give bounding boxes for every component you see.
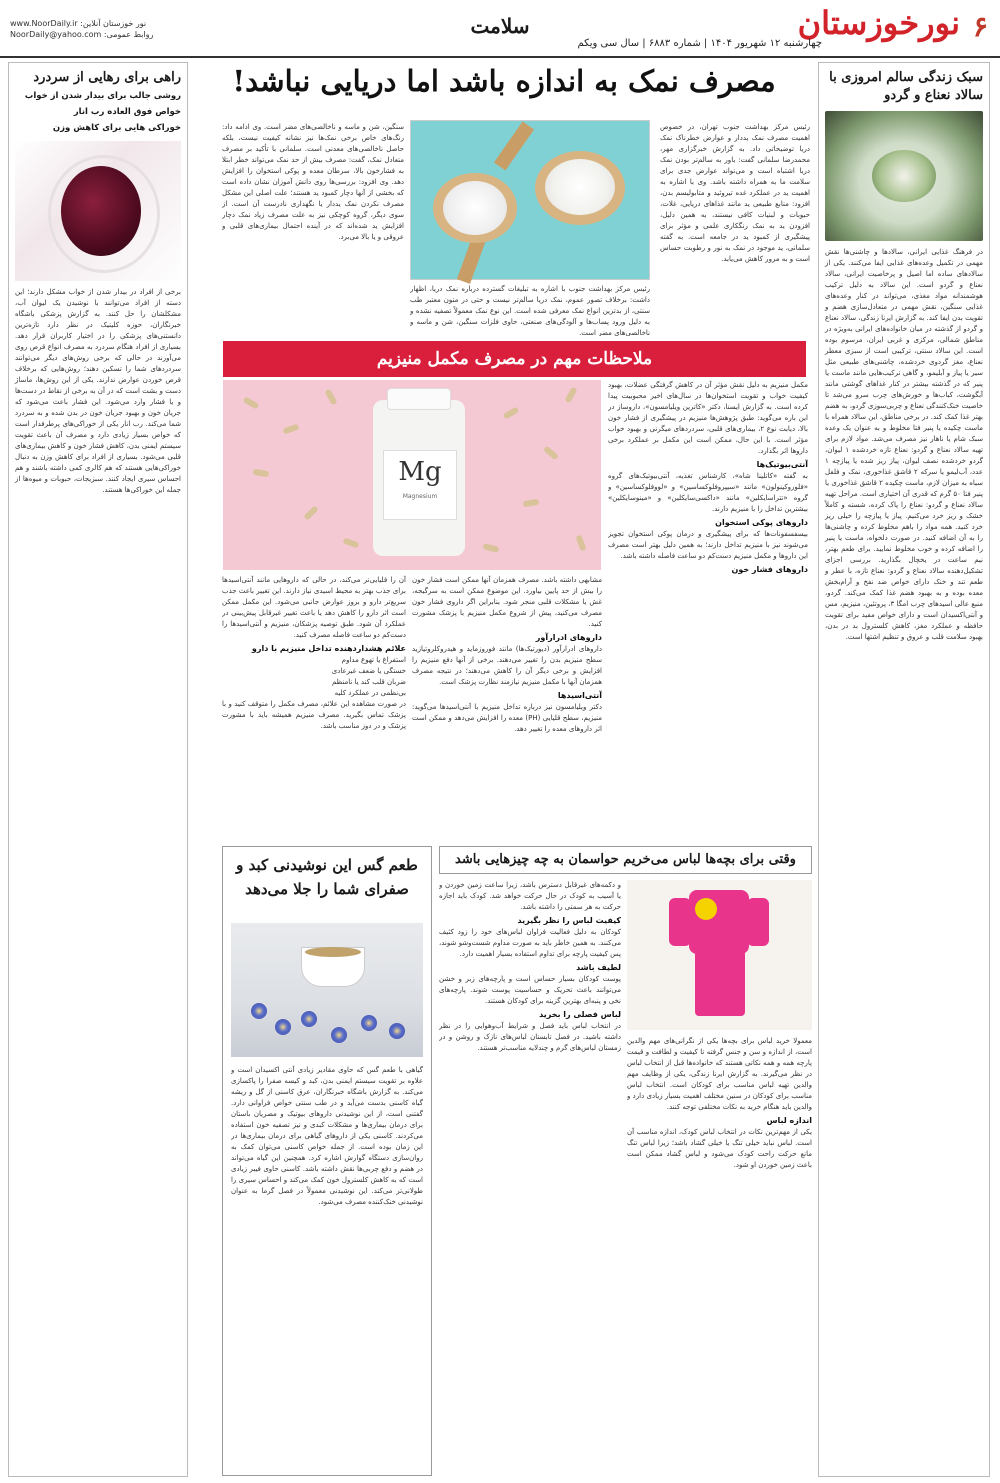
bottle-label: [383, 450, 457, 520]
pomegranate-paste-photo: [15, 141, 181, 281]
outfit-pants: [695, 950, 745, 1016]
pill: [543, 446, 559, 461]
salad-article: [818, 62, 990, 1477]
lead-wakeup: روشی جالب برای بیدار شدن از خواب: [24, 91, 181, 101]
warning-item: استفراغ یا تهوع مداوم: [341, 656, 406, 664]
chicory-flower: [301, 1011, 317, 1027]
subhead-antacids: آنتی‌اسیدها: [557, 691, 602, 700]
chicory-flower: [389, 1023, 405, 1039]
subhead-softness: لطیف باشد: [576, 963, 621, 972]
salad-body: در فرهنگ غذایی ایرانی، سالادها و چاشنی‌ها نقش مهمی در تکمیل وعده‌های غذایی ایفا می‌کنند. یکی از سالادهای ساده اما اصیل و پرخاصیت ایرانی، سالاد نعناع و گردو است. این سالاد به دلیل ترکیب هوشمندانه مواد مغذی، می‌تواند در کنار وعده‌های غذایی سنگین، نقش مهمی در متعادل‌سازی هضم و تقویت بدن ایفا کند. به گزارش ایرنا زندگی، سالاد نعناع و گردو از گذشته در میان خانواده‌های ایرانی به‌ویژه در مناطق شمالی، مرکزی و غربی ایران، مرسوم بوده است. این سالاد سنتی، ترکیبی است از سبزی معطر نعناع، مغز گردوی خردشده، چاشنی‌های طبیعی مثل سیر یا پیاز و آبلیمو، و گاهی ترکیب‌هایی مانند ماست یا پنیر که در گذشته بیشتر در کنار غذاهای گوشتی مانند آبگوشت، کباب‌ها و خورش‌های چرب سرو می‌شد تا خاصیت خنک‌کنندگی نعناع و چربی‌سوزی گردو، به هضم بهتر غذا کمک کند. در برخی مناطق، این سالاد همراه با ماست چکیده یا پنیر فتا مخلوط و به عنوان یک وعده سبک شام یا ناهار نیز مصرف می‌شد. مواد لازم برای تهیه سالاد نعناع و گردو: نعناع تازه خردشده ۱ لیوان، گردو خردشده نصف لیوان، پیاز ریز شده یا پیازچه ۱ عدد، آب‌لیمو یا سرکه ۲ قاشق غذاخوری، نمک و فلفل سیاه به میزان لازم، ماست چکیده ۲ قاشق غذاخوری یا پنیر فتا ۵۰ گرم که قدری آن اختیاری است. مراحل تهیه سالاد نعناع و گردو: نعناع را پاک کرده، شسته و کاملاً خشک و ریز خرد می‌کنیم. پیاز یا پیازچه را خیلی ریز خرد کنید. همه مواد را باهم مخلوط کرده و چاشنی‌ها را به آن اضافه کنید. در صورت دلخواه، ماست یا پنیر را اضافه کرده و خوب مخلوط نمایید. برای طعم بهتر، نیم ساعت در یخچال بگذارید. بررسی اجزای تشکیل‌دهنده سالاد نعناع و گردو: نعناع تازه، با عطر و طعم تند و خنک دارای خواص ضد نفخ و آرام‌بخش معده بوده و به بهبود هضم غذا کمک می‌کند. گردو، منبع عالی اسیدهای چرب امگا ۳، پروتئین، منیزیم، مس و آنتی‌اکسیدان است و دارای خواص مفید برای تقویت حافظه و عملکرد مغز، کاهش کلسترول بد در بدن، بهبود سلامت قلب و عروق و تنظیم اشتها است.: [825, 248, 984, 641]
chicory-article: [222, 846, 432, 1476]
chicory-body-text: گیاهی با طعم گس که حاوی مقادیر زیادی آنتی اکسیدان است و علاوه بر تقویت سیستم ایمنی بدن، کبد و کیسه صفرا را پاکسازی می‌کند. به گزارش باشگاه خبرنگاران، عرق کاسنی از گل و ریشه گیاه کاسنی بدست می‌آید و در طب سنتی خواص فراوانی دارد. گفتنی است، از این نوشیدنی داروهای بیوتیک و مصریان باستان برای درمان بیماری‌ها و مشکلات کبدی و نیز تصفیه خون استفاده می‌کردند. کاسنی یکی از داروهای گیاهی برای درمان بیماری‌ها در این زمان بوده است. از جمله خواص کاسنی می‌توان کمک به روان‌سازی دستگاه گوارش اشاره کرد. همچنین این گیاه می‌تواند در هضم و دفع چربی‌ها نقش داشته باشد. کاسنی حاوی فیبر زیادی است که به کاهش کلسترول خون کمک می‌کند و احساس سیری را طولانی‌تر می‌کند. این نوشیدنی معمولاً در فصل گرما به عنوان نوشیدنی خنک‌کننده مصرف می‌شود.: [231, 1066, 423, 1206]
quality-text: کودکان به دلیل فعالیت فراوان لباس‌های خود را زود کثیف می‌کنند. به همین خاطر باید به صورت مداوم شست‌وشو شوند، پس کیفیت پارچه برای تداوم استفاده بسیار اهمیت دارد.: [439, 928, 621, 958]
outfit-sleeve: [669, 898, 691, 946]
magnesium-col-1-text: مکمل منیزیم به دلیل نقش مؤثر آن در کاهش گرفتگی عضلات، بهبود کیفیت خواب و تقویت استخوان‌ها در سال‌های اخیر محبوبیت پیدا کرده است. به گزارش ایسنا، دکتر «کاترین ویلیامسون»، داروساز در این باره می‌گوید: طبق پژوهش‌ها منیزیم در پیشگیری از فشار خون بالا، دیابت نوع ۲، بیماری‌های قلبی، سردردهای میگرنی و بهبود خواب مؤثر است. با این حال، ممکن است این مکمل بر عملکرد برخی داروها اثر بگذارد.: [608, 381, 808, 455]
pill: [282, 423, 299, 434]
salt-col-1-text: رئیس مرکز بهداشت جنوب تهران، در خصوص اهمیت مصرف نمک یددار و عوارض خطرناک نمک دریا توضیحاتی داد. به گزارش خبرگزاری مهر، محمدرضا سلمانی گفت: باور به سالم‌تر بودن نمک دریا اشتباه است و می‌تواند عوارض جدی برای سلامت ما به همراه داشته باشد. وی با اشاره به اهمیت ید در عملکرد غده تیروئید و متابولیسم بدن، افزود: منابع طبیعی ید مانند غذاهای دریایی، غلات، حبوبات و لبنیات کافی نیستند، به همین دلیل، افزودن ید به نمک رنگکاری علمی و مؤثر برای پیشگیری از کمبود ید در جامعه است. به گفته سلمانی، ید موجود در نمک به نور و رطوبت حساس است و به مرور کاهش می‌یابد.: [660, 123, 810, 263]
subhead-antibiotics: آنتی‌بیوتیک‌ها: [756, 460, 808, 469]
pill: [342, 537, 359, 548]
size-text: یکی از مهم‌ترین نکات در انتخاب لباس کودک، اندازه مناسب آن است. لباس نباید خیلی تنگ یا خیلی گشاد باشد؛ زیرا لباس تنگ مانع حرکت راحت کودک می‌شود و لباس گشاد ممکن است باعث زمین خوردن او شود.: [627, 1128, 812, 1169]
pill: [503, 406, 520, 419]
magnesium-col-2-text: مشابهی داشته باشد. مصرف همزمان آنها ممکن است فشار خون را بیش از حد پایین بیاورد. این موضوع ممکن است به سرگیجه، غش یا مشکلات قلبی منجر شود. بنابراین اگر داروی فشار خون مصرف می‌کنید، پیش از شروع مکمل منیزیم با پزشک مشورت کنید.: [412, 576, 602, 628]
pill: [523, 499, 540, 508]
subhead-size: اندازه لباس: [766, 1116, 812, 1125]
antibiotics-text: به گفته «کاتلینا شاه»، کارشناس تغذیه، آنتی‌بیوتیک‌های گروه «فلوروکینولون» مانند «سیپروفلوکساسین» و «لووفلوکساسین» و گروه «تتراسایکلین» مانند «داکسی‌سایکلین» و «مینوسایکلین» بیشترین تداخل را با منیزیم دارند.: [608, 472, 808, 513]
magnesium-banner: ملاحظات مهم در مصرف مکمل منیزیم: [223, 341, 806, 377]
chicory-body: [231, 1065, 423, 1471]
mg-symbol: Mg: [398, 457, 442, 487]
bottle-cap: [387, 388, 451, 410]
pill: [253, 469, 270, 478]
warning-conclusion: در صورت مشاهده این علائم، مصرف مکمل را متوقف کنید و با پزشک تماس بگیرید. مصرف منیزیم همیشه باید با مشورت پزشک و در دوز مناسب باشد.: [222, 700, 406, 730]
magnesium-col-2: [412, 575, 602, 840]
diuretics-text: داروهای ادرارآور (دیورتیک‌ها) مانند فوروزماید و هیدروکلروتیازید سطح منیزیم بدن را تغییر می‌دهند. برخی از آنها دفع منیزیم را افزایش و برخی دیگر آن را کاهش می‌دهند؛ در نتیجه مصرف همزمان آنها با مکمل منیزیم نیازمند نظارت پزشک است.: [412, 645, 602, 686]
section-title: سلامت: [470, 14, 530, 38]
magnesium-col-1: [608, 380, 808, 840]
subhead-diuretics: داروهای ادرارآور: [535, 633, 602, 642]
salt-col-3-text: سنگین، شن و ماسه و ناخالصی‌های مضر است. وی ادامه داد: رنگ‌های خاص برخی نمک‌ها نیز نشانه کیفیت نیست، بلکه حاصل ناخالصی‌های معدنی است. سلمانی با تأکید بر مصرف متعادل نمک، گفت: مصرف بیش از حد نمک می‌تواند خطر ابتلا به فشارخون بالا، سرطان معده و پوکی استخوان را افزایش دهد. وی افزود: بررسی‌ها روی دانش آموزان نشان داده است که بخشی از آنها دچار کمبود ید هستند؛ علت اصلی این مشکل مصرف نکردن نمک یددار یا نگهداری نادرست آن است. از سوی دیگر، گروه کوچکی نیز به علت مصرف زیاد نمک دچار افزایش ید شده‌اند که در آینده احتمال بیماری‌های قلبی و عروقی و یا بالا می‌برد.: [222, 123, 404, 241]
page-number: ۶: [972, 10, 988, 43]
pill: [482, 543, 499, 553]
headache-title: راهی برای رهایی از سردرد: [33, 70, 181, 85]
chicory-flower: [275, 1019, 291, 1035]
salt-col-3: [222, 122, 404, 334]
pill: [575, 534, 586, 551]
salt-pile: [443, 181, 507, 235]
pill: [303, 505, 319, 521]
lead-weightloss: خوراکی هایی برای کاهش وزن: [52, 123, 181, 133]
chicory-tea-photo: [231, 923, 423, 1057]
spoon-handle: [494, 122, 534, 171]
softness-text: پوست کودکان بسیار حساس است و پارچه‌های زبر و خشن می‌توانند باعث تحریک و حساسیت پوست شوند. پارچه‌های نخی و پنبه‌ای بهترین گزینه برای کودکان هستند.: [439, 975, 621, 1005]
kids-col-1: [627, 1036, 812, 1476]
salad-photo: [825, 111, 983, 241]
subhead-season: لباس فصلی را بخرید: [539, 1010, 621, 1019]
salt-col-2-text: رئیس مرکز بهداشت جنوب با اشاره به تبلیغات گسترده درباره نمک دریا، اظهار داشت: برخلاف تصور عموم، نمک دریا سالم‌تر نیست و حتی در متون معتبر طب سنتی، از بدترین انواع نمک معرفی شده است. این نوع نمک معمولاً تصفیه نشده و به دلیل ورود پساب‌ها و آلودگی‌های صنعتی، حاوی فلزات سنگین، شن و ماسه و ناخالصی‌های مضر است.: [410, 285, 650, 336]
magnesium-col-3: [222, 575, 406, 840]
headache-article: [8, 62, 188, 1477]
osteoporosis-text: بیسفسفونات‌ها که برای پیشگیری و درمان پوکی استخوان تجویز می‌شوند نیز با منیزیم تداخل دارند؛ به همین دلیل بهتر است مصرف این داروها و مکمل منیزیم دست‌کم دو ساعت فاصله داشته باشد.: [608, 530, 808, 560]
contact-info: [10, 18, 153, 40]
outfit-flower: [695, 898, 717, 920]
kids-outfit-photo: [627, 880, 812, 1030]
subhead-blood-pressure: داروهای فشار خون: [731, 565, 808, 574]
chicory-flower: [251, 1003, 267, 1019]
email-link[interactable]: روابط عمومی: NoorDaily@yahoo.com: [10, 30, 154, 39]
headache-body: برخی از افراد در بیدار شدن از خواب مشکل دارند؛ این دسته از افراد می‌توانند با نوشیدن یک لیوان آب، مشکلشان را حل کنند. به گزارش پزشکی باشگاه خبرنگاران، حوزه کلینیک در نظر دارد تازه‌ترین دانستنی‌های پزشکی را در اختیار کاربران قرار دهد. بسیاری از افراد هنگام سردرد به مصرف انواع قرص روی می‌آورند در حالی که برخی روش‌های دیگر می‌توانند سردردهای شما را تسکین دهند؛ روش‌هایی که برخلاف قرص خوردن عوارض ندارند. یکی از این روش‌ها، ماساژ دست و بشت است که در آن به برخی از نقاط در دست‌ها و یا فشار وارد می‌شود. این فشار باعث می‌شود که جریان خون و بهبود جریان خون در بدن شده و به سردرد شما می‌کند. رب انار یکی از خوراکی‌های پرطرفدار است که خواص بسیار زیادی دارد و مصرف آن باعث تقویت سیستم ایمنی بدن، کاهش فشار خون و کاهش بیماری‌های قلبی می‌شود. بسیاری از افراد برای کاهش وزن به دنبال خوراکی‌هایی هستند که هم کالری کمی داشته باشند و هم احساس سیری ایجاد کنند. سبزیجات، حبوبات و میوه‌ها از جمله این خوراکی‌ها هستند.: [15, 288, 181, 494]
mg-name: Magnesium: [402, 493, 438, 500]
salt-col-1: [660, 122, 810, 334]
season-text: در انتخاب لباس باید فصل و شرایط آب‌وهوایی را در نظر داشته باشید. در فصل تابستان لباس‌های نازک و روشن و در زمستان لباس‌های گرم و چندلایه مناسب‌تر هستند.: [439, 1022, 621, 1052]
warning-item: بی‌نظمی در عملکرد کلیه: [334, 689, 406, 697]
outfit-sleeve: [747, 898, 769, 946]
magnesium-photo: [223, 380, 601, 570]
warning-item: ضربان قلب کند یا نامنظم: [331, 678, 406, 686]
salt-spoons-photo: [410, 120, 650, 280]
antacids-text: دکتر ویلیامسون نیز درباره تداخل منیزیم با آنتی‌اسیدها می‌گوید: منیزیم، سطح قلیایی (PH) معده را افزایش می‌دهد و ممکن است اثر داروهای معده را تغییر دهد.: [412, 703, 602, 733]
kids-col-2: [439, 880, 621, 1476]
kids-clothing-headline: وقتی برای بچه‌ها لباس می‌خریم حواسمان به چه چیزهایی باشد: [439, 846, 812, 874]
date-line: چهارشنبه ۱۲ شهریور ۱۴۰۴ | شماره ۶۸۸۳ | سال سی ویکم: [577, 38, 822, 49]
tea-surface: [305, 947, 361, 957]
chicory-flower: [361, 1015, 377, 1031]
salt-col-2: [410, 284, 650, 336]
subhead-warning-signs: علائم هشداردهنده تداخل منیزیم با دارو: [251, 644, 406, 653]
pill: [324, 389, 337, 406]
pill: [243, 396, 260, 409]
subhead-quality: کیفیت لباس را نظر بگیرید: [517, 916, 621, 925]
subhead-osteoporosis: داروهای پوکی استخوان: [715, 518, 808, 527]
lead-pomegranate: خواص فوق العاده رب انار: [73, 107, 181, 117]
kids-col-1-text: معمولا خرید لباس برای بچه‌ها یکی از نگرانی‌های مهم والدین است، از اندازه و سن و جنس گرفته تا کیفیت و لطافت و قیمت پارچه همه و همه نکاتی هستند که خانواده‌ها قبل از انتخاب لباس در نظر می‌گیرند. به گزارش ایرنا زندگی، یکی از وظایف مهم والدین تهیه لباس مناسب برای کودکان است. انتخاب لباس مناسب برای کودکان در سنین مختلف اهمیت بسیار زیادی دارد و والدین باید هنگام خرید به نکات مختلفی توجه کنند.: [627, 1037, 812, 1111]
masthead: [0, 0, 1000, 58]
newspaper-logo: نورخوزستان: [797, 4, 960, 42]
salad-title: سبک زندگی سالم امروزی با سالاد نعناع و گردو: [829, 70, 983, 103]
kids-col-2-text: و دکمه‌های غیرقابل دسترس باشد، زیرا ساعت زمین خوردن و یا آسیب به کودک در حال حرکت خواهد شد. کودک باید اجازه حرکت به هر سمتی را داشته باشد.: [439, 881, 621, 911]
chicory-headline: طعم گس این نوشیدنی کبد و صفرای شما را جلا می‌دهد: [236, 856, 418, 898]
magnesium-col-3-text: آن را قلیایی‌تر می‌کند، در حالی که داروهایی مانند آنتی‌اسیدها برای جذب بهتر به محیط اسیدی نیاز دارند. این تغییر باعث جذب سریع‌تر دارو و بروز عوارض جانبی می‌شود. این مکمل ممکن است اثر دارو را کاهش دهد یا باعث تغییر غیرقابل پیش‌بینی در عملکرد آن شود. طبق توصیه پزشکان، منیزیم و آنتی‌اسیدها را دست‌کم دو ساعت فاصله مصرف کنید.: [222, 576, 406, 639]
pill: [564, 387, 577, 404]
website-link[interactable]: نور خوزستان آنلاین: www.NoorDaily.ir: [10, 19, 147, 28]
salt-pile: [545, 159, 615, 215]
salt-headline: مصرف نمک به اندازه باشد اما دریایی نباشد!: [232, 64, 776, 98]
chicory-flower: [331, 1027, 347, 1043]
warning-item: خستگی یا ضعف غیرعادی: [331, 667, 406, 675]
